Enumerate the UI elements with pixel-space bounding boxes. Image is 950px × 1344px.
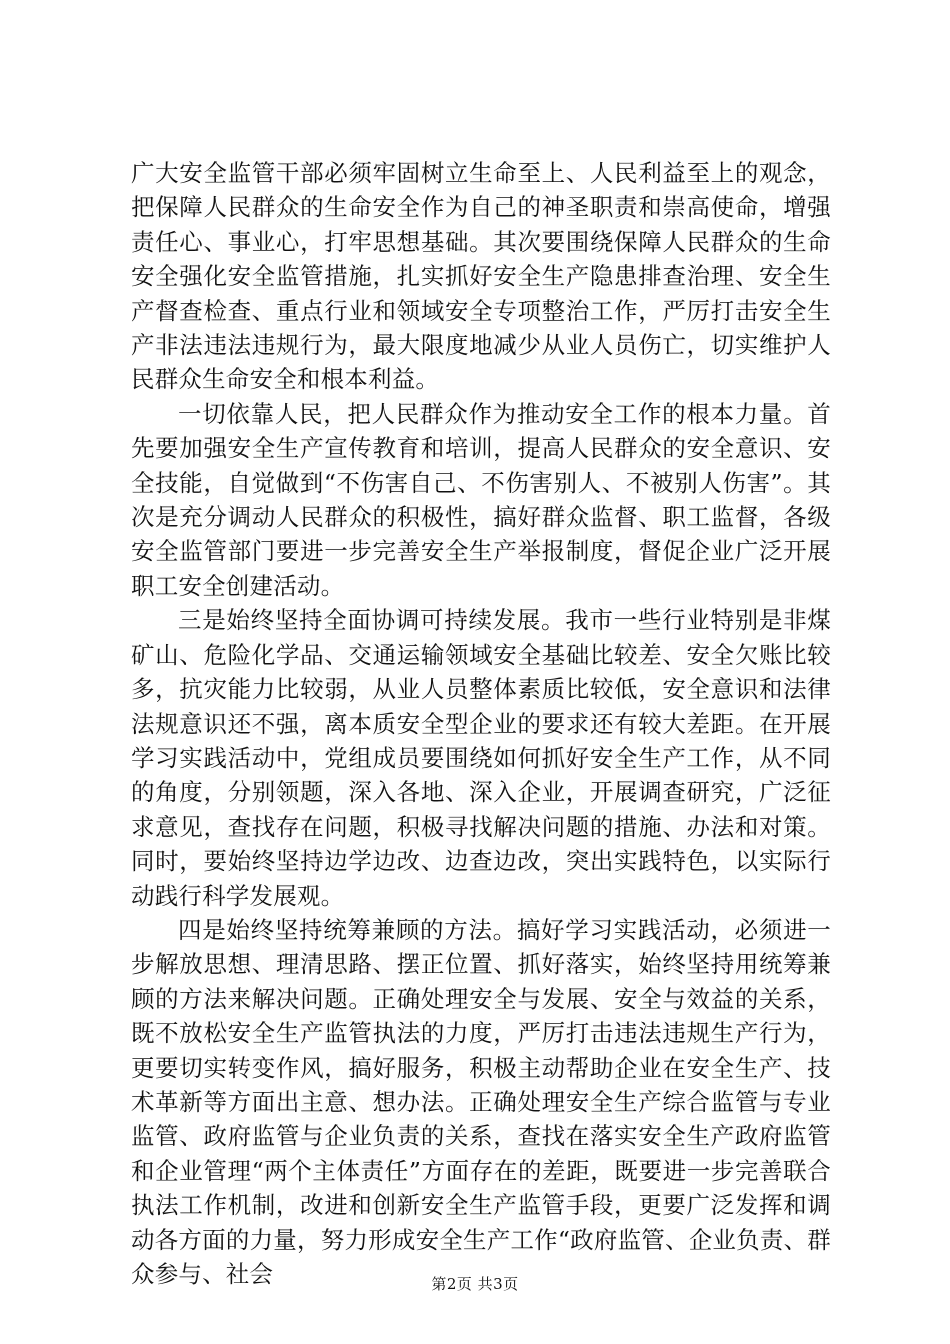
paragraph-4: 四是始终坚持统筹兼顾的方法。搞好学习实践活动，必须进一步解放思想、理清思路、摆正位置、抓好落实，始终坚持用统筹兼顾的方法来解决问题。正确处理安全与发展、安全与效益的关系，既不放松安全生产监管执法的力度，严厉打击违法违规生产行为，更要切实转变作风，搞好服务，积极主动帮助企业在安全生产、技术革新等方面出主意、想办法。正确处理安全生产综合监管与专业监管、政府监管与企业负责的关系，查找在落实安全生产政府监管和企业管理“两个主体责任”方面存在的差距，既要进一步完善联合执法工作机制，改进和创新安全生产监管手段，更要广泛发挥和调动各方面的力量，努力形成安全生产工作“政府监管、企业负责、群众参与、社会 <box>131 915 831 1288</box>
paragraph-2: 一切依靠人民，把人民群众作为推动安全工作的根本力量。首先要加强安全生产宣传教育和培训，提高人民群众的安全意识、安全技能，自觉做到“不伤害自己、不伤害别人、不被别人伤害”。其次是充分调动人民群众的积极性，搞好群众监督、职工监督，各级安全监管部门要进一步完善安全生产举报制度，督促企业广泛开展职工安全创建活动。 <box>131 399 831 600</box>
paragraph-3: 三是始终坚持全面协调可持续发展。我市一些行业特别是非煤矿山、危险化学品、交通运输领域安全基础比较差、安全欠账比较多，抗灾能力比较弱，从业人员整体素质比较低，安全意识和法律法规意识还不强，离本质安全型企业的要求还有较大差距。在开展学习实践活动中，党组成员要围绕如何抓好安全生产工作，从不同的角度，分别领题，深入各地、深入企业，开展调查研究，广泛征求意见，查找存在问题，积极寻找解决问题的措施、办法和对策。同时，要始终坚持边学边改、边查边改，突出实践特色，以实际行动践行科学发展观。 <box>131 606 831 910</box>
page-footer: 第2页 共3页 <box>431 1275 519 1293</box>
paragraph-1: 广大安全监管干部必须牢固树立生命至上、人民利益至上的观念，把保障人民群众的生命安全作为自己的神圣职责和崇高使命，增强责任心、事业心，打牢思想基础。其次要围绕保障人民群众的生命安全强化安全监管措施，扎实抓好安全生产隐患排查治理、安全生产督查检查、重点行业和领域安全专项整治工作，严厉打击安全生产非法违法违规行为，最大限度地减少从业人员伤亡，切实维护人民群众生命安全和根本利益。 <box>131 159 831 394</box>
document-body <box>131 156 831 1291</box>
